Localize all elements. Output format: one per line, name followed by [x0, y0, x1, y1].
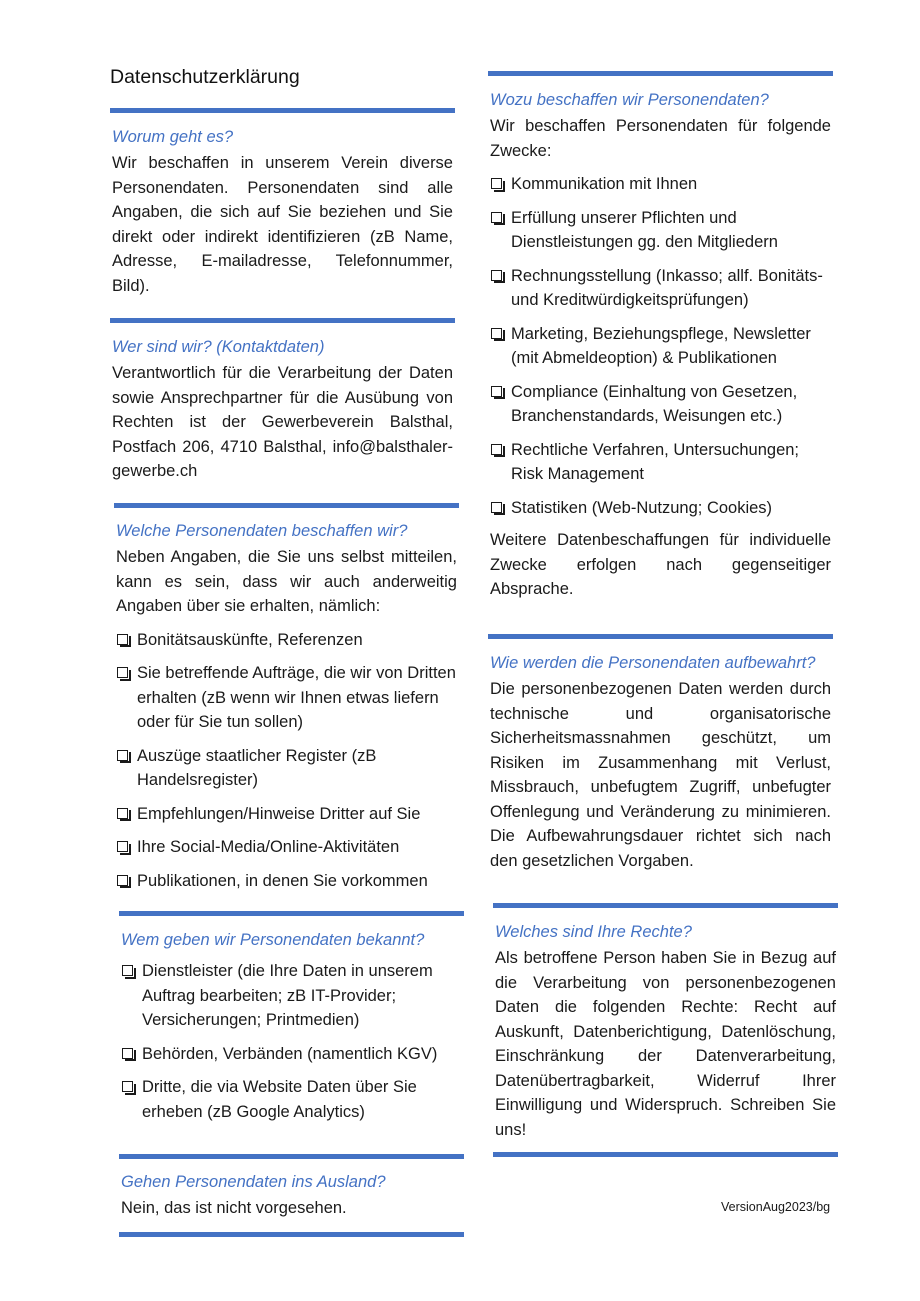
checkbox-bullet-icon	[491, 212, 502, 223]
list-item: Bonitätsauskünfte, Referenzen	[116, 628, 457, 653]
section-divider	[119, 1232, 464, 1237]
list-item: Rechnungsstellung (Inkasso; allf. Bonitäts- und Kreditwürdigkeitsprüfungen)	[490, 264, 831, 313]
section-heading: Welche Personendaten beschaffen wir?	[116, 522, 408, 540]
section-text: Die personenbezogenen Daten werden durch technische und organisatorische Sicherheitsmassnahmen geschützt, um Risiken im Zusammenhang mit Verlust, Missbrauch, unbefugtem Zugriff, unbefugter Offenlegung und Veränderung zu minimieren. Die Aufbewahrungsdauer richtet sich nach den gesetzlichen Vorgaben.	[490, 680, 831, 870]
section-heading: Wozu beschaffen wir Personendaten?	[490, 91, 769, 109]
checkbox-bullet-icon	[122, 965, 133, 976]
section-heading: Worum geht es?	[112, 128, 234, 146]
checkbox-bullet-icon	[491, 328, 502, 339]
list-item: Dritte, die via Website Daten über Sie erheben (zB Google Analytics)	[121, 1075, 462, 1124]
checkbox-bullet-icon	[491, 502, 502, 513]
section-intro: Neben Angaben, die Sie uns selbst mitteilen, kann es sein, dass wir auch anderweitig Angaben über sie erhalten, nämlich:	[116, 548, 457, 615]
checkbox-bullet-icon	[117, 634, 128, 645]
section-rechte	[495, 921, 836, 1142]
section-divider	[110, 318, 455, 323]
list-item: Kommunikation mit Ihnen	[490, 172, 831, 197]
section-outro: Weitere Datenbeschaffungen für individuelle Zwecke erfolgen nach gegenseitiger Absprache.	[490, 531, 831, 598]
section-worum	[112, 126, 453, 298]
section-divider	[488, 71, 833, 76]
list-item: Ihre Social-Media/Online-Aktivitäten	[116, 835, 457, 860]
list-item: Compliance (Einhaltung von Gesetzen, Branchenstandards, Weisungen etc.)	[490, 380, 831, 429]
checkbox-bullet-icon	[491, 270, 502, 281]
version-label: VersionAug2023/bg	[721, 1200, 831, 1214]
section-aufbewahrt	[490, 652, 831, 873]
section-divider	[493, 903, 838, 908]
checkbox-bullet-icon	[117, 667, 128, 678]
section-text: Wir beschaffen in unserem Verein diverse Personendaten. Personendaten sind alle Angaben, die sich auf Sie beziehen und Sie direkt oder indirekt identifizieren (zB Name, Adresse, E-mailadresse, Telefonnummer, Bild).	[112, 154, 453, 295]
section-intro: Wir beschaffen Personendaten für folgende Zwecke:	[490, 117, 831, 160]
section-wozu	[490, 89, 831, 602]
checkbox-bullet-icon	[122, 1048, 133, 1059]
checkbox-bullet-icon	[117, 875, 128, 886]
checkbox-bullet-icon	[491, 386, 502, 397]
checkbox-bullet-icon	[491, 178, 502, 189]
wem-list	[121, 959, 462, 1124]
section-divider	[114, 503, 459, 508]
section-heading: Welches sind Ihre Rechte?	[495, 923, 692, 941]
welche-list	[116, 628, 457, 894]
section-divider	[119, 1154, 464, 1159]
checkbox-bullet-icon	[117, 750, 128, 761]
section-wem	[121, 929, 462, 1124]
section-divider	[110, 108, 455, 113]
section-heading: Wem geben wir Personendaten bekannt?	[121, 931, 425, 949]
section-divider	[493, 1152, 838, 1157]
list-item: Marketing, Beziehungspflege, Newsletter (mit Abmeldeoption) & Publikationen	[490, 322, 831, 371]
checkbox-bullet-icon	[491, 444, 502, 455]
checkbox-bullet-icon	[117, 808, 128, 819]
section-heading: Wie werden die Personendaten aufbewahrt?	[490, 654, 816, 672]
section-divider	[488, 634, 833, 639]
section-text: Nein, das ist nicht vorgesehen.	[121, 1199, 347, 1217]
section-wer	[112, 336, 453, 484]
list-item: Dienstleister (die Ihre Daten in unserem Auftrag bearbeiten; zB IT-Provider; Versicherungen; Printmedien)	[121, 959, 462, 1033]
list-item: Publikationen, in denen Sie vorkommen	[116, 869, 457, 894]
list-item: Erfüllung unserer Pflichten und Dienstleistungen gg. den Mitgliedern	[490, 206, 831, 255]
list-item: Empfehlungen/Hinweise Dritter auf Sie	[116, 802, 457, 827]
checkbox-bullet-icon	[122, 1081, 133, 1092]
list-item: Auszüge staatlicher Register (zB Handelsregister)	[116, 744, 457, 793]
section-text: Verantwortlich für die Verarbeitung der Daten sowie Ansprechpartner für die Ausübung von Rechten ist der Gewerbeverein Balsthal, Postfach 206, 4710 Balsthal, info@balsthaler-gewerbe.ch	[112, 364, 453, 480]
section-divider	[119, 911, 464, 916]
wozu-list	[490, 172, 831, 520]
list-item: Rechtliche Verfahren, Untersuchungen; Risk Management	[490, 438, 831, 487]
section-heading: Gehen Personendaten ins Ausland?	[121, 1173, 386, 1191]
section-heading: Wer sind wir? (Kontaktdaten)	[112, 338, 325, 356]
section-welche	[116, 520, 457, 893]
section-ausland	[121, 1171, 462, 1221]
list-item: Statistiken (Web-Nutzung; Cookies)	[490, 496, 831, 521]
list-item: Sie betreffende Aufträge, die wir von Dritten erhalten (zB wenn wir Ihnen etwas liefern oder für Sie tun sollen)	[116, 661, 457, 735]
list-item: Behörden, Verbänden (namentlich KGV)	[121, 1042, 462, 1067]
section-text: Als betroffene Person haben Sie in Bezug auf die Verarbeitung von personenbezogenen Daten die folgenden Rechte: Recht auf Auskunft, Datenberichtigung, Datenlöschung, Einschränkung der Datenverarbeitung, Datenübertragbarkeit, Widerruf Ihrer Einwilligung und Widerspruch. Schreiben Sie uns!	[495, 949, 836, 1139]
checkbox-bullet-icon	[117, 841, 128, 852]
page-title: Datenschutzerklärung	[110, 66, 300, 88]
